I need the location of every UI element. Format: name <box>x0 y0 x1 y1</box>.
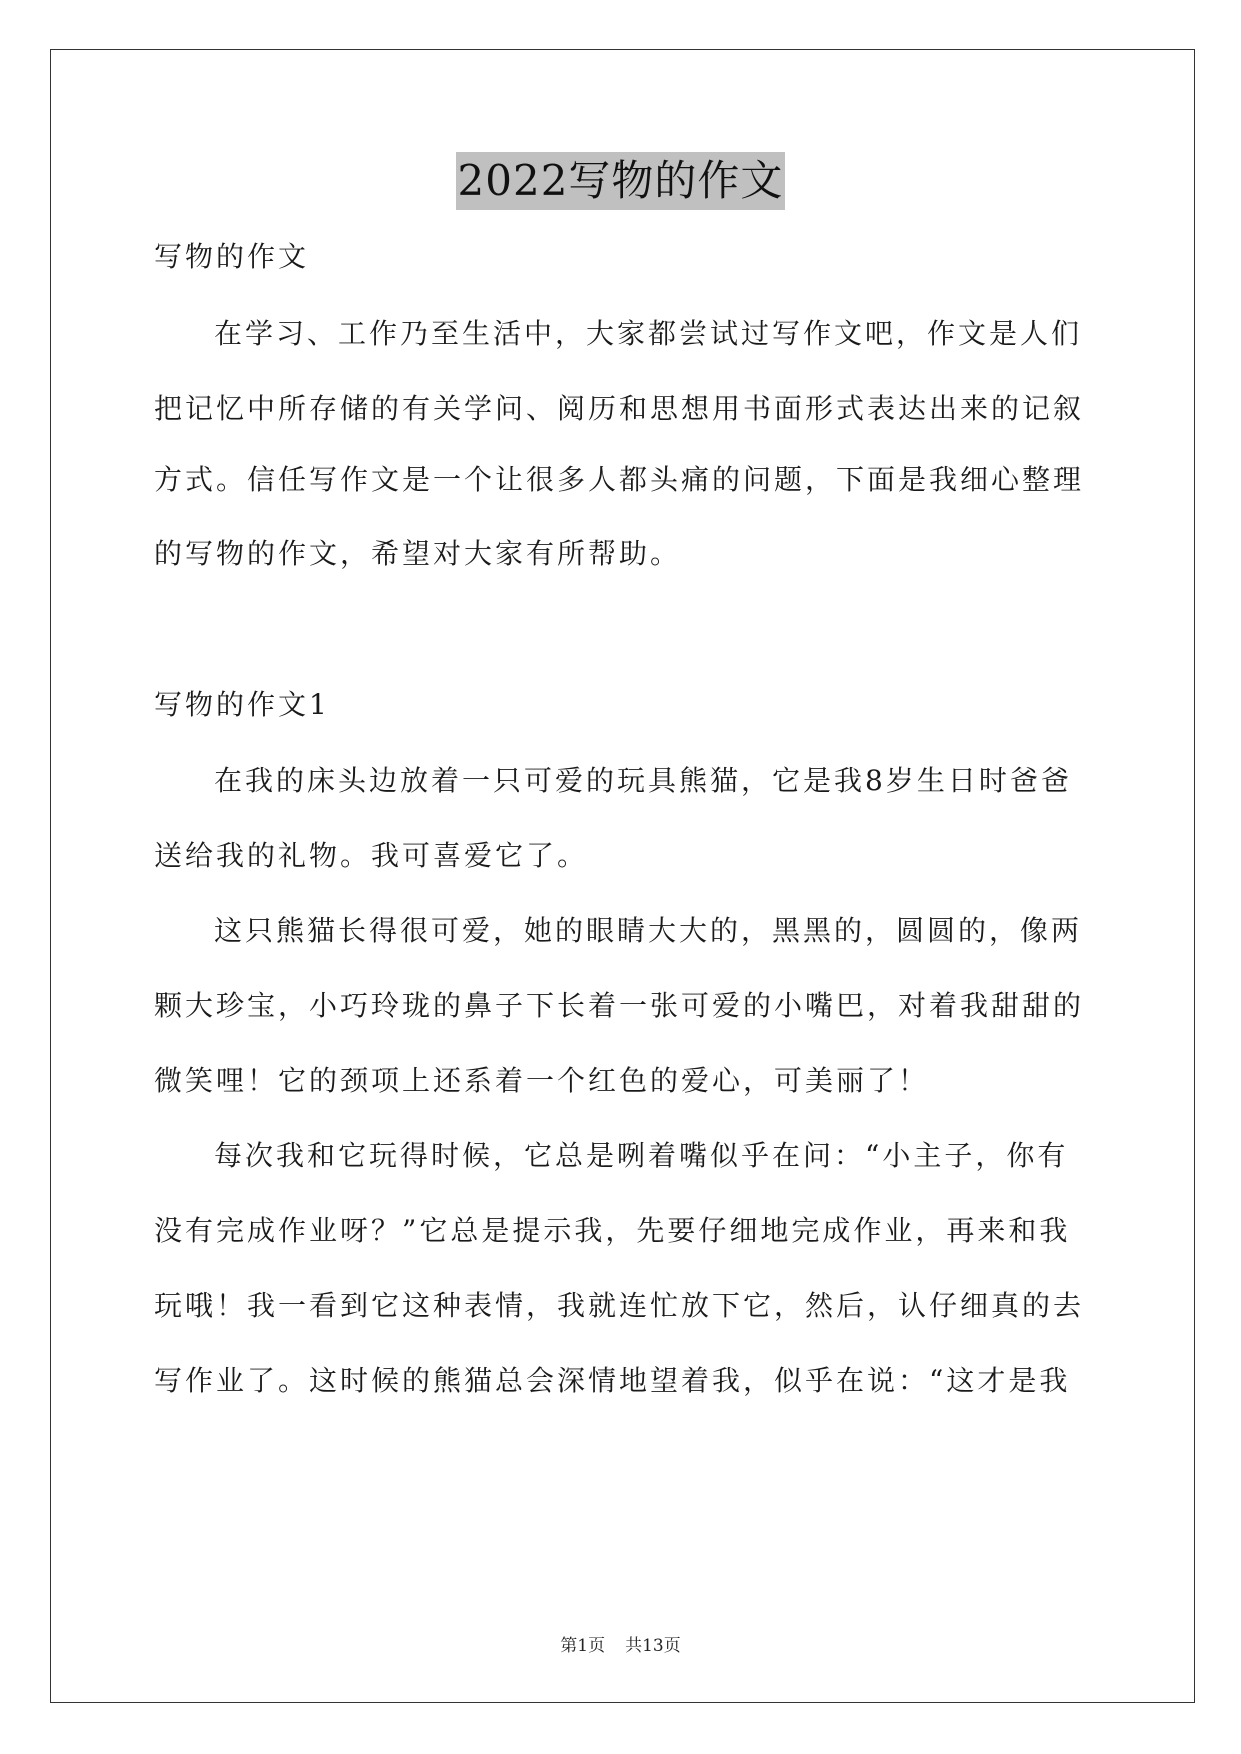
title-container <box>0 152 1241 210</box>
intro-line-2: 把记忆中所存储的有关学问、阅历和思想用书面形式表达出来的记叙 <box>154 392 1085 425</box>
page-total: 共13页 <box>625 1636 681 1656</box>
document-title: 2022写物的作文 <box>456 152 786 210</box>
section-line-9: 写作业了。这时候的熊猫总会深情地望着我，似乎在说：“这才是我 <box>154 1364 1071 1397</box>
page-number: 第1页 <box>560 1636 606 1656</box>
section-line-8: 玩哦！我一看到它这种表情，我就连忙放下它，然后，认仔细真的去 <box>154 1289 1085 1322</box>
intro-line-4: 的写物的作文，希望对大家有所帮助。 <box>154 537 682 570</box>
section-line-5: 微笑哩！它的颈项上还系着一个红色的爱心，可美丽了！ <box>154 1064 930 1097</box>
page-footer <box>0 1634 1241 1658</box>
section-line-4: 颗大珍宝，小巧玲珑的鼻子下长着一张可爱的小嘴巴，对着我甜甜的 <box>154 989 1085 1022</box>
section-line-1: 在我的床头边放着一只可爱的玩具熊猫，它是我8岁生日时爸爸 <box>214 764 1072 797</box>
section-line-6: 每次我和它玩得时候，它总是咧着嘴似乎在问：“小主子，你有 <box>214 1139 1069 1172</box>
page-border <box>50 49 1195 1703</box>
intro-line-1: 在学习、工作乃至生活中，大家都尝试过写作文吧，作文是人们 <box>214 317 1083 350</box>
section-line-3: 这只熊猫长得很可爱，她的眼睛大大的，黑黑的，圆圆的，像两 <box>214 914 1083 947</box>
intro-line-3: 方式。信任写作文是一个让很多人都头痛的问题，下面是我细心整理 <box>154 463 1085 496</box>
section-line-7: 没有完成作业呀？”它总是提示我，先要仔细地完成作业，再来和我 <box>154 1214 1071 1247</box>
subtitle: 写物的作文 <box>154 240 310 273</box>
section-line-2: 送给我的礼物。我可喜爱它了。 <box>154 839 589 872</box>
section-heading: 写物的作文1 <box>154 688 330 721</box>
